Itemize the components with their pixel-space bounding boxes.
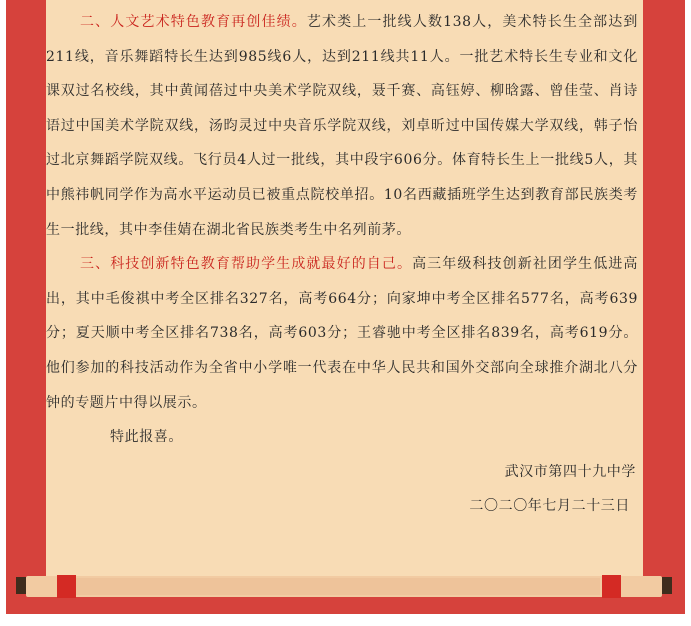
paragraph-arts — [46, 5, 638, 247]
paragraph-arts-body: 艺术类上一批线人数138人，美术特长生全部达到211线，音乐舞蹈特长生达到985线6人，达到211线共11人。一批艺术特长生专业和文化课双过名校线，其中黄闻蓓过中央美术学院双线，聂千赛、高钰婷、柳晗露、曾佳莹、肖诗语过中国美术学院双线，汤昀灵过中央音乐学院双线，刘卓昕过中国传媒大学双线，韩子怡过北京舞蹈学院双线。飞行员4人过一批线，其中段宇606分。体育特长生上一批线5人，其中熊祎帆同学作为高水平运动员已被重点院校单招。10名西藏插班学生达到教育部民族类考生一批线，其中李佳婧在湖北省民族类考生中名列前茅。 — [46, 14, 638, 238]
closing-remark: 特此报喜。 — [110, 429, 183, 446]
paragraph-tech-heading: 三、科技创新特色教育帮助学生成就最好的自己。 — [80, 256, 413, 273]
scroll-left-cap — [57, 575, 76, 598]
scroll-right-knob — [662, 577, 672, 594]
scroll-right-cap — [602, 575, 621, 598]
school-signature: 武汉市第四十九中学 — [504, 463, 636, 480]
scroll-left-knob — [16, 577, 26, 594]
announcement-content — [46, 5, 638, 524]
announcement-date: 二〇二〇年七月二十三日 — [469, 498, 630, 515]
paragraph-tech-body: 高三年级科技创新社团学生低进高出，其中毛俊祺中考全区排名327名，高考664分；向家坤中考全区排名577名，高考639分；夏天顺中考全区排名738名，高考603分；王睿驰中考全区排名839名，高考619分。他们参加的科技活动作为全省中小学唯一代表在中华人民共和国外交部向全球推介湖北八分钟的专题片中得以展示。 — [46, 256, 638, 411]
paragraph-arts-heading: 二、人文艺术特色教育再创佳绩。 — [80, 14, 307, 30]
scroll-roller-shade — [74, 578, 600, 595]
paragraph-tech — [46, 247, 638, 420]
